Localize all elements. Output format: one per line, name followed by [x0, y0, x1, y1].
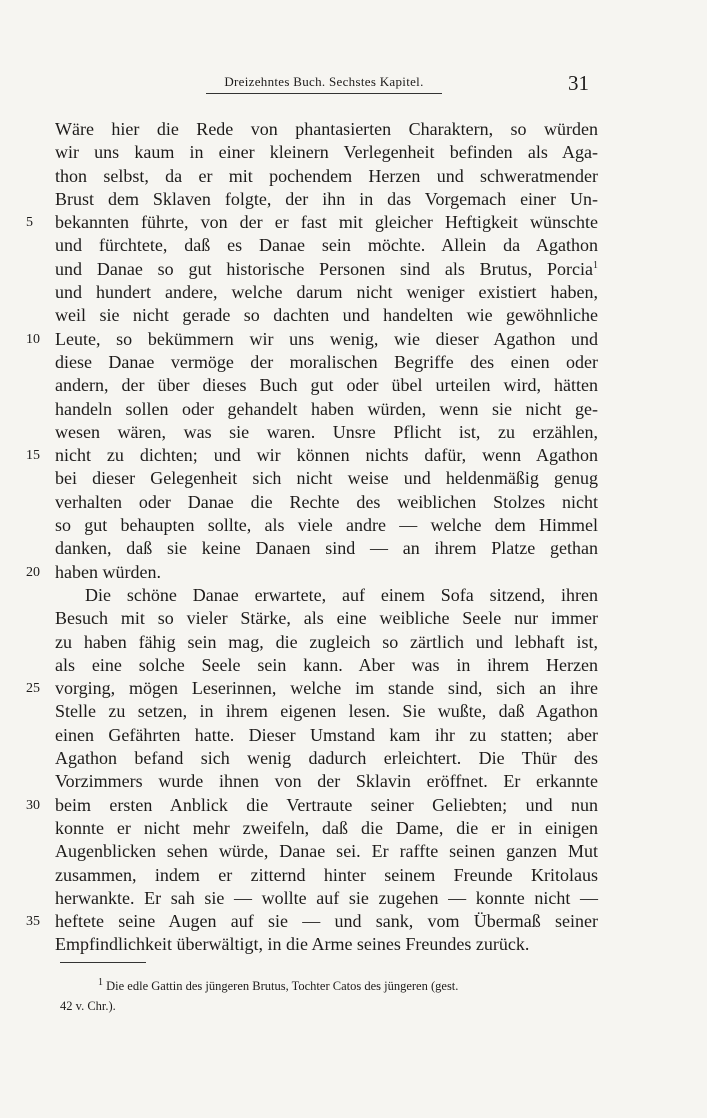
text-line	[55, 118, 598, 141]
line-text: Wäre hier die Rede von phantasierten Charaktern, so würden	[55, 119, 598, 139]
line-text: handeln sollen oder gehandelt haben würden, wenn sie nicht ge-	[55, 398, 598, 419]
text-line	[55, 840, 598, 863]
line-text: weil sie nicht gerade so dachten und handelten wie gewöhnliche	[55, 305, 598, 326]
text-line	[26, 561, 598, 584]
line-text: Brust dem Sklaven folgte, der ihn in das Vorgemach einer Un-	[55, 188, 598, 209]
line-text: vorging, mögen Leserinnen, welche im stande sind, sich an ihre	[55, 678, 598, 699]
text-line	[55, 654, 598, 677]
page-number: 31	[568, 71, 589, 95]
text-line	[55, 467, 598, 490]
line-text: und hundert andere, welche darum nicht weniger existiert haben,	[55, 282, 598, 303]
line-text: herwankte. Er sah sie — wollte auf sie zugehen — konnte nicht —	[55, 887, 598, 908]
line-text: andern, der über dieses Buch gut oder übel urteilen wird, hätten	[55, 375, 598, 396]
line-text: konnte er nicht mehr zweifeln, daß die Dame, die er in einigen	[55, 817, 598, 838]
text-line	[55, 188, 598, 211]
footnote	[60, 976, 600, 1016]
line-text: Die schöne Danae erwartete, auf einem Sofa sitzend, ihren	[85, 584, 598, 605]
line-text: Agathon befand sich wenig dadurch erleichtert. Die Thür des	[55, 748, 598, 769]
line-text: als eine solche Seele sein kann. Aber was in ihrem Herzen	[55, 654, 598, 675]
running-header: Dreizehntes Buch. Sechstes Kapitel.	[206, 74, 442, 94]
text-line	[55, 887, 598, 910]
line-text: danken, daß sie keine Danaen sind — an ihrem Platze gethan	[55, 538, 598, 559]
text-line	[55, 304, 598, 327]
text-line	[55, 607, 598, 630]
text-line	[55, 933, 598, 956]
line-text: haben würden.	[55, 561, 161, 582]
line-text: verhalten oder Danae die Rechte des weiblichen Stolzes nicht	[55, 491, 598, 512]
line-number: 20	[26, 564, 40, 580]
text-line	[55, 864, 598, 887]
text-line	[55, 584, 598, 607]
text-line	[55, 700, 598, 723]
text-line	[55, 537, 598, 560]
line-text: einen Gefährten hatte. Dieser Umstand kam ihr zu statten; aber	[55, 724, 598, 745]
text-line	[55, 281, 598, 304]
text-line	[55, 770, 598, 793]
text-line	[55, 817, 598, 840]
text-line	[26, 328, 598, 351]
line-text: Augenblicken sehen würde, Danae sei. Er raffte seinen ganzen Mut	[55, 841, 598, 862]
line-text: und Danae so gut historische Personen sind als Brutus, Porcia	[55, 258, 593, 279]
text-line	[55, 165, 598, 188]
text-line	[55, 374, 598, 397]
text-line	[55, 514, 598, 537]
line-text: wesen wären, was sie waren. Unsre Pflicht ist, zu erzählen,	[55, 421, 598, 442]
text-line	[55, 141, 598, 164]
line-text: diese Danae vermöge der moralischen Begriffe des einen oder	[55, 351, 598, 372]
line-number: 25	[26, 681, 40, 697]
line-text: Stelle zu setzen, in ihrem eigenen lesen. Sie wußte, daß Agathon	[55, 701, 598, 722]
footnote-marker: 1	[98, 976, 103, 988]
line-text: bekannten führte, von der er fast mit gleicher Heftigkeit wünschte	[55, 212, 598, 233]
text-line	[55, 398, 598, 421]
line-text: beim ersten Anblick die Vertraute seiner Geliebten; und nun	[55, 794, 598, 815]
line-text: zu haben fähig sein mag, die zugleich so zärtlich und lebhaft ist,	[55, 631, 598, 652]
line-text: heftete seine Augen auf sie — und sank, vom Übermaß seiner	[55, 911, 598, 932]
text-line	[55, 421, 598, 444]
line-number: 15	[26, 448, 40, 464]
footnote-line: $^1$ Die edle Gattin des jüngeren Brutus, Tochter Catos des jüngeren (gest.	[98, 976, 459, 993]
line-text: wir uns kaum in einer kleinern Verlegenheit befinden als Aga-	[55, 142, 598, 163]
text-line	[55, 258, 598, 281]
text-line	[26, 910, 598, 933]
line-number: 5	[26, 215, 33, 231]
body-text	[26, 118, 598, 957]
line-text: bei dieser Gelegenheit sich nicht weise und heldenmäßig genug	[55, 468, 598, 489]
text-line	[26, 211, 598, 234]
text-line	[55, 351, 598, 374]
line-text: Empfindlichkeit überwältigt, in die Arme seines Freundes zurück.	[55, 934, 530, 955]
text-line	[26, 677, 598, 700]
line-text: Leute, so bekümmern wir uns wenig, wie dieser Agathon und	[55, 328, 598, 349]
line-number: 30	[26, 797, 40, 813]
line-text: und fürchtete, daß es Danae sein möchte. Allein da Agathon	[55, 235, 598, 256]
line-text: Besuch mit so vieler Stärke, als eine weibliche Seele nur immer	[55, 608, 598, 629]
line-text: thon selbst, da er mit pochendem Herzen und schweratmender	[55, 165, 598, 186]
line-text: zusammen, indem er zitternd hinter seinem Freunde Kritolaus	[55, 864, 598, 885]
footnote-line: 42 v. Chr.).	[60, 999, 116, 1013]
text-line	[55, 234, 598, 257]
text-line	[55, 747, 598, 770]
line-text: nicht zu dichten; und wir können nichts dafür, wenn Agathon	[55, 445, 598, 466]
line-number: 10	[26, 331, 40, 347]
text-line	[26, 444, 598, 467]
line-text: so gut behaupten sollte, als viele andre — welche dem Himmel	[55, 515, 598, 536]
line-number: 35	[26, 914, 40, 930]
text-line	[55, 631, 598, 654]
text-line	[55, 491, 598, 514]
footnote-reference: 1	[593, 259, 598, 271]
text-line	[26, 794, 598, 817]
line-text: Vorzimmers wurde ihnen von der Sklavin eröffnet. Er erkannte	[55, 771, 598, 792]
footnote-divider	[60, 962, 146, 963]
text-line	[55, 724, 598, 747]
